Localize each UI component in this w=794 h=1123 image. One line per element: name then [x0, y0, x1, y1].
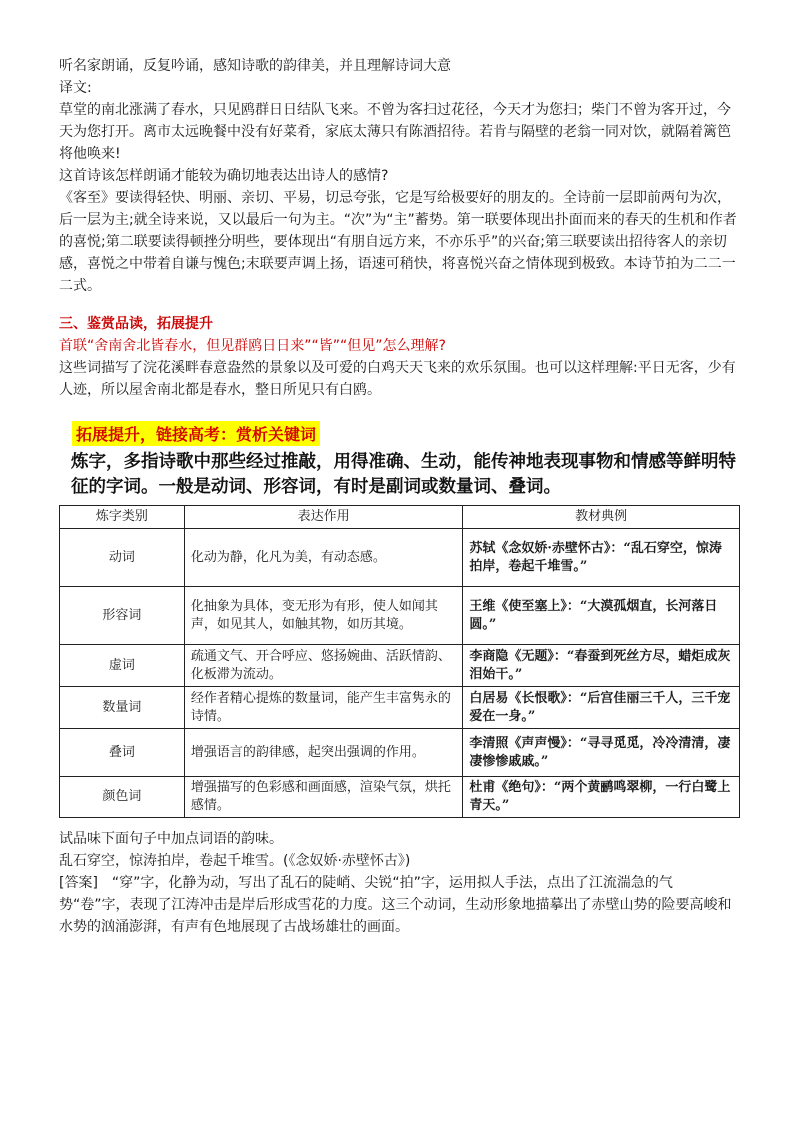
recitation-question: 这首诗该怎样朗诵才能较为确切地表达出诗人的感情? — [59, 168, 389, 184]
exercise-answer: [答案] “穿”字，化静为动，写出了乱石的陡峭、尖锐“拍”字，运用拟人手法，点出了江流湍急的气势“卷”字，表现了江涛冲击是岸后形成雪花的力度。这三个动词，生动形象地描摹出了赤壁山势的险要高峻和水势的汹涌澎湃，有声有色地展现了古战场雄壮的画面。 — [59, 875, 732, 935]
effect-cell: 增强语言的韵律感，起突出强调的作用。 — [184, 729, 463, 777]
table-row — [60, 587, 740, 645]
example-cell: 杜甫《绝句》：“两个黄鹂鸣翠柳，一行白鹭上青天。” — [463, 777, 740, 818]
document-page — [59, 55, 743, 938]
table-header-row — [60, 506, 740, 529]
example-cell: 苏轼《念奴娇·赤壁怀古》：“乱石穿空，惊涛拍岸，卷起千堆雪。” — [463, 529, 740, 587]
section-3-heading: 三、鉴赏品读，拓展提升 — [59, 316, 213, 332]
example-cell: 白居易《长恨歌》：“后宫佳丽三千人，三千宠爱在一身。” — [463, 687, 740, 729]
example-cell: 李清照《声声慢》：“寻寻觅觅，冷冷清清，凄凄惨惨戚戚。” — [463, 729, 740, 777]
lianzi-intro: 炼字，多指诗歌中那些经过推敲，用得准确、生动，能传神地表现事物和情感等鲜明特征的字词。一般是动词、形容词，有时是副词或数量词、叠词。 — [71, 452, 736, 497]
effect-cell: 增强描写的色彩感和画面感，渲染气氛，烘托感情。 — [184, 777, 463, 818]
category-cell: 叠词 — [60, 729, 185, 777]
table-row — [60, 729, 740, 777]
category-cell: 动词 — [60, 529, 185, 587]
category-cell: 数量词 — [60, 687, 185, 729]
lianzi-table — [59, 505, 740, 818]
exercise-quote: 乱石穿空，惊涛拍岸，卷起千堆雪。(《念奴娇·赤壁怀古》) — [59, 853, 411, 869]
example-cell: 王维《使至塞上》：“大漠孤烟直，长河落日圆。” — [463, 587, 740, 645]
first-couplet-question: 首联“舍南舍北皆春水，但见群鸥日日来”“皆”“但见”怎么理解? — [59, 338, 446, 354]
category-cell: 颜色词 — [60, 777, 185, 818]
reading-instruction: 听名家朗诵，反复吟诵，感知诗歌的韵律美，并且理解诗词大意 — [59, 58, 451, 74]
recitation-analysis: 《客至》要读得轻快、明丽、亲切、平易，切忌夸张，它是写给极要好的朋友的。全诗前一层即前两句为次，后一层为主;就全诗来说，又以最后一句为主。“次”为“主”蓄势。第一联要体现出扑面而来的春天的生机和作者的喜悦;第二联要读得顿挫分明些，要体现出“有朋自远方来，不亦乐乎”的兴奋;第三联要读出招待客人的亲切感，喜悦之中带着自谦与愧色;末联要声调上扬，语速可稍快，将喜悦兴奋之情体现到极致。本诗节拍为二二一二式。 — [59, 190, 737, 294]
category-cell: 形容词 — [60, 587, 185, 645]
category-cell: 虚词 — [60, 645, 185, 687]
translation-label: 译文: — [59, 80, 92, 96]
effect-cell: 化动为静，化凡为美，有动态感。 — [184, 529, 463, 587]
translation-text: 草堂的南北涨满了春水，只见鸥群日日结队飞来。不曾为客扫过花径，今天才为您扫；柴门不曾为客开过，今天为您打开。离市太远晚餐中没有好菜肴，家底太薄只有陈酒招待。若肯与隔壁的老翁一同对饮，就隔着篱笆将他唤来! — [59, 102, 731, 162]
table-row — [60, 777, 740, 818]
first-couplet-answer: 这些词描写了浣花溪畔春意盎然的景象以及可爱的白鸡天天飞来的欢乐氛围。也可以这样理解:平日无客，少有人迹，所以屋舍南北都是春水，整日所见只有白鸥。 — [59, 360, 736, 398]
header-effect: 表达作用 — [184, 506, 463, 529]
table-row — [60, 645, 740, 687]
example-cell: 李商隐《无题》：“春蚕到死丝方尽，蜡炬成灰泪始干。” — [463, 645, 740, 687]
table-row — [60, 687, 740, 729]
header-category: 炼字类别 — [60, 506, 185, 529]
effect-cell: 化抽象为具体，变无形为有形，使人如闻其声，如见其人，如触其物，如历其境。 — [184, 587, 463, 645]
exercise-prompt: 试品味下面句子中加点词语的韵味。 — [59, 831, 283, 847]
effect-cell: 疏通文气、开合呼应、悠扬婉曲、活跃情韵、化板滞为流动。 — [184, 645, 463, 687]
extension-banner: 拓展提升，链接高考：赏析关键词 — [72, 421, 320, 446]
header-example: 教材典例 — [463, 506, 740, 529]
effect-cell: 经作者精心提炼的数量词，能产生丰富隽永的诗情。 — [184, 687, 463, 729]
table-row — [60, 529, 740, 587]
